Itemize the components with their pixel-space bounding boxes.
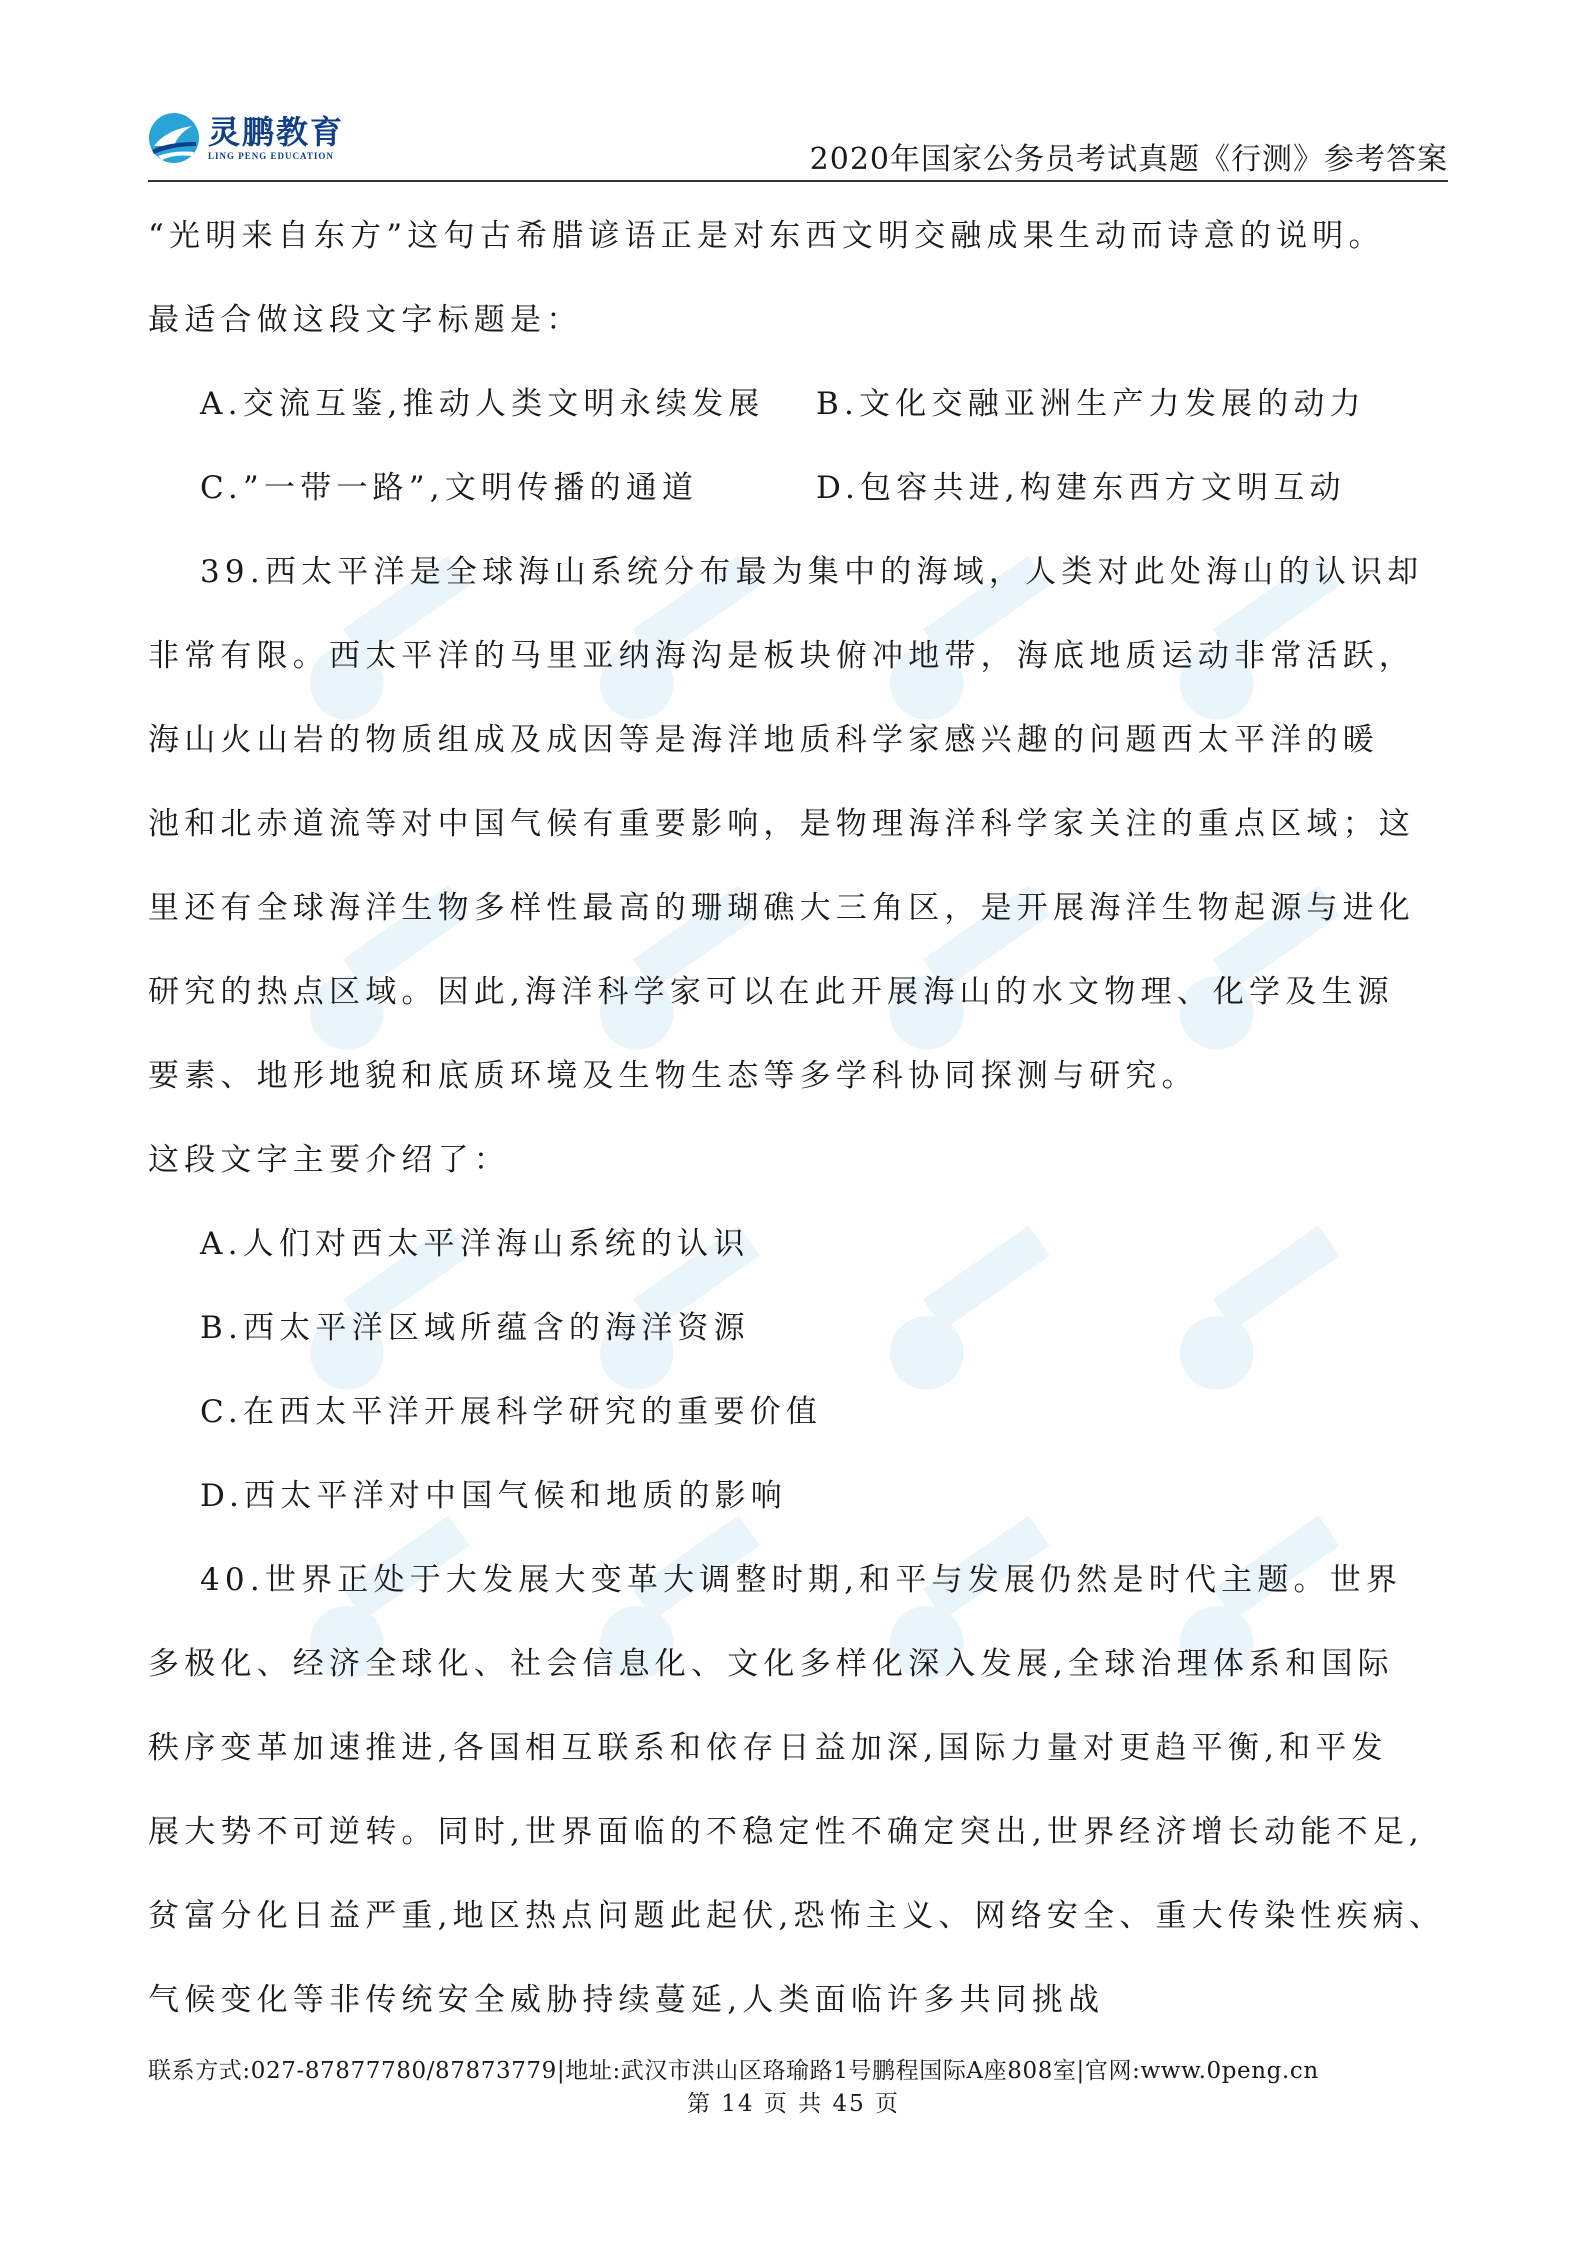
paragraph-line: 要素、地形地貌和底质环境及生物生态等多学科协同探测与研究。	[148, 1058, 1198, 1094]
option-d: D.西太平洋对中国气候和地质的影响	[200, 1478, 788, 1514]
watermark-logo-icon	[840, 850, 1070, 1080]
page-header	[148, 112, 1448, 178]
question-stem: 这段文字主要介绍了：	[148, 1142, 510, 1178]
watermark-logo-icon	[550, 850, 780, 1080]
paragraph-line: 多极化、经济全球化、社会信息化、文化多样化深入发展,全球治理体系和国际	[148, 1646, 1394, 1682]
logo-mark-icon	[148, 112, 200, 164]
option-c: C.”一带一路”,文明传播的通道	[200, 470, 699, 506]
option-d: D.包容共进,构建东西方文明互动	[816, 470, 1346, 506]
option-b: B.西太平洋区域所蕴含的海洋资源	[200, 1310, 750, 1346]
footer-contact: 联系方式:027-87877780/87873779|地址:武汉市洪山区珞瑜路1号鹏程国际A座808室|官网:www.0peng.cn	[148, 2058, 1319, 2084]
paragraph-line: 池和北赤道流等对中国气候有重要影响，是物理海洋科学家关注的重点区域；这	[148, 806, 1415, 842]
paragraph-line: 秩序变革加速推进,各国相互联系和依存日益加深,国际力量对更趋平衡,和平发	[148, 1730, 1388, 1766]
option-a: A.人们对西太平洋海山系统的认识	[200, 1226, 750, 1262]
logo-chinese-text: 灵鹏教育	[208, 113, 345, 151]
option-b: B.文化交融亚洲生产力发展的动力	[816, 386, 1366, 422]
paragraph-line: “光明来自东方”这句古希腊谚语正是对东西文明交融成果生动而诗意的说明。	[148, 218, 1385, 254]
watermark-logo-icon	[260, 850, 490, 1080]
paragraph-line: 39.西太平洋是全球海山系统分布最为集中的海域，人类对此处海山的认识却	[200, 554, 1424, 590]
option-c: C.在西太平洋开展科学研究的重要价值	[200, 1394, 823, 1430]
document-title: 2020年国家公务员考试真题《行测》参考答案	[809, 142, 1448, 177]
paragraph-line: 研究的热点区域。因此,海洋科学家可以在此开展海山的水文物理、化学及生源	[148, 974, 1394, 1010]
header-divider	[148, 180, 1448, 182]
watermark-logo-icon	[1130, 1190, 1360, 1420]
paragraph-line: 里还有全球海洋生物多样性最高的珊瑚礁大三角区，是开展海洋生物起源与进化	[148, 890, 1415, 926]
brand-logo	[148, 112, 344, 164]
paragraph-line: 海山火山岩的物质组成及成因等是海洋地质科学家感兴趣的问题西太平洋的暖	[148, 722, 1379, 758]
page-number: 第 14 页 共 45 页	[686, 2091, 901, 2117]
paragraph-line: 非常有限。西太平洋的马里亚纳海沟是板块俯冲地带，海底地质运动非常活跃，	[148, 638, 1415, 674]
paragraph-line: 展大势不可逆转。同时,世界面临的不稳定性不确定突出,世界经济增长动能不足,	[148, 1814, 1424, 1850]
watermark-logo-icon	[1130, 850, 1360, 1080]
paragraph-line: 贫富分化日益严重,地区热点问题此起伏,恐怖主义、网络安全、重大传染性疾病、	[148, 1898, 1446, 1934]
paragraph-line: 40.世界正处于大发展大变革大调整时期,和平与发展仍然是时代主题。世界	[200, 1562, 1403, 1598]
option-a: A.交流互鉴,推动人类文明永续发展	[200, 386, 765, 422]
paragraph-line: 气候变化等非传统安全威胁持续蔓延,人类面临许多共同挑战	[148, 1982, 1105, 2018]
question-stem: 最适合做这段文字标题是：	[148, 302, 583, 338]
watermark-logo-icon	[840, 1190, 1070, 1420]
logo-english-text: LING PENG EDUCATION	[208, 151, 334, 161]
